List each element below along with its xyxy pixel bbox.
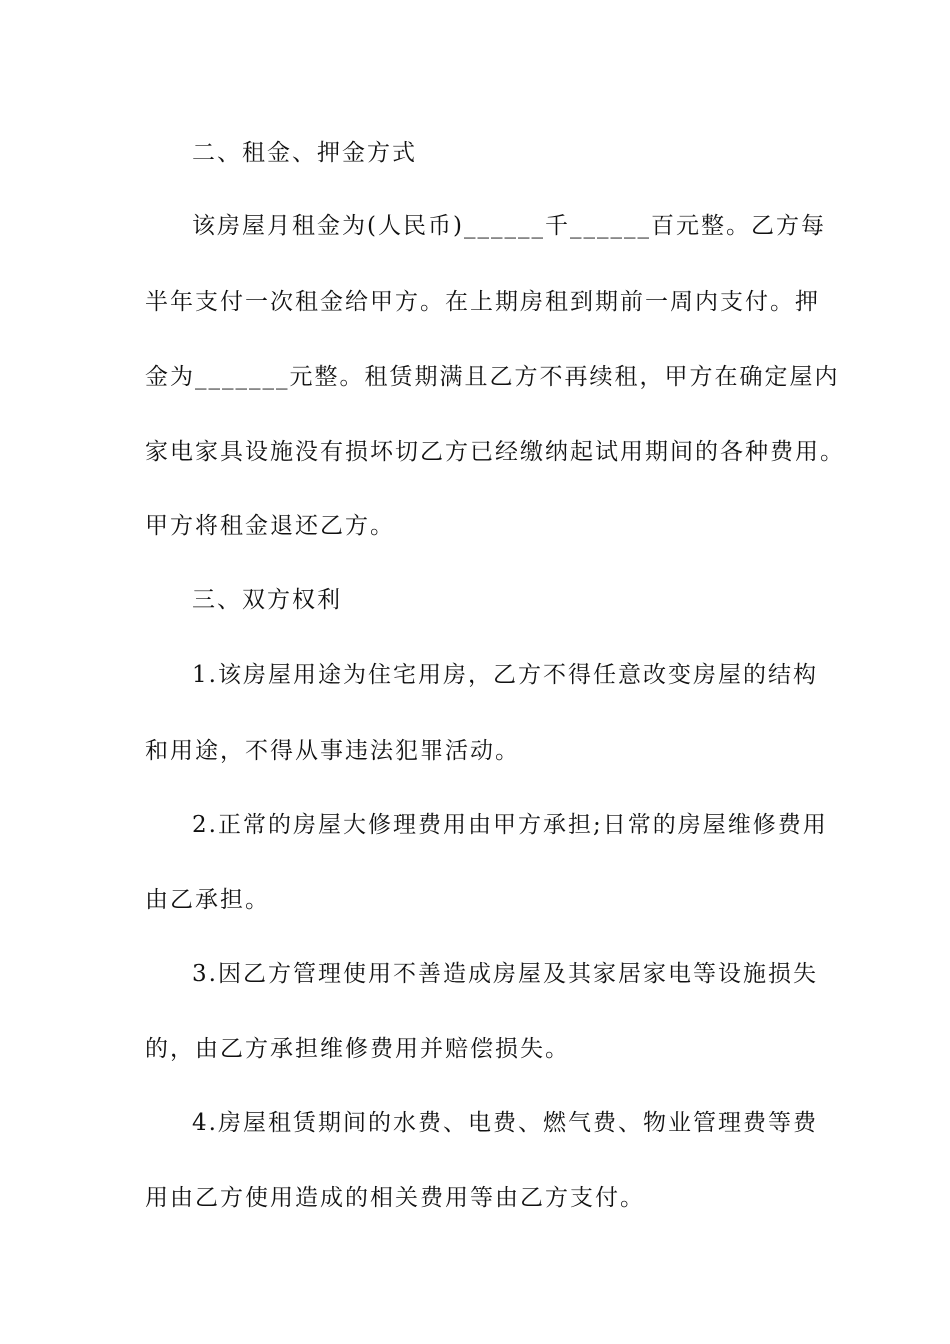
paragraph-line: 的，由乙方承担维修费用并赔偿损失。 xyxy=(145,1036,570,1062)
paragraph-line: 2.正常的房屋大修理费用由甲方承担;日常的房屋维修费用 xyxy=(192,812,828,838)
section-heading-rights: 三、双方权利 xyxy=(192,587,342,613)
paragraph-line: 和用途，不得从事违法犯罪活动。 xyxy=(145,738,520,764)
paragraph-line: 由乙承担。 xyxy=(145,887,270,913)
paragraph-line: 半年支付一次租金给甲方。在上期房租到期前一周内支付。押 xyxy=(145,289,820,315)
paragraph-line: 1.该房屋用途为住宅用房，乙方不得任意改变房屋的结构 xyxy=(192,662,818,688)
section-heading-rent-deposit: 二、租金、押金方式 xyxy=(192,140,417,166)
paragraph-line: 家电家具设施没有损坏切乙方已经缴纳起试用期间的各种费用。 xyxy=(145,439,845,465)
paragraph-line: 甲方将租金退还乙方。 xyxy=(145,513,395,539)
paragraph-line: 金为_______元整。租赁期满且乙方不再续租，甲方在确定屋内 xyxy=(145,364,840,390)
paragraph-line: 用由乙方使用造成的相关费用等由乙方支付。 xyxy=(145,1185,645,1211)
paragraph-line: 4.房屋租赁期间的水费、电费、燃气费、物业管理费等费 xyxy=(192,1110,818,1136)
paragraph-line: 该房屋月租金为(人民币)______千______百元整。乙方每 xyxy=(192,213,826,239)
paragraph-line: 3.因乙方管理使用不善造成房屋及其家居家电等设施损失 xyxy=(192,961,818,987)
